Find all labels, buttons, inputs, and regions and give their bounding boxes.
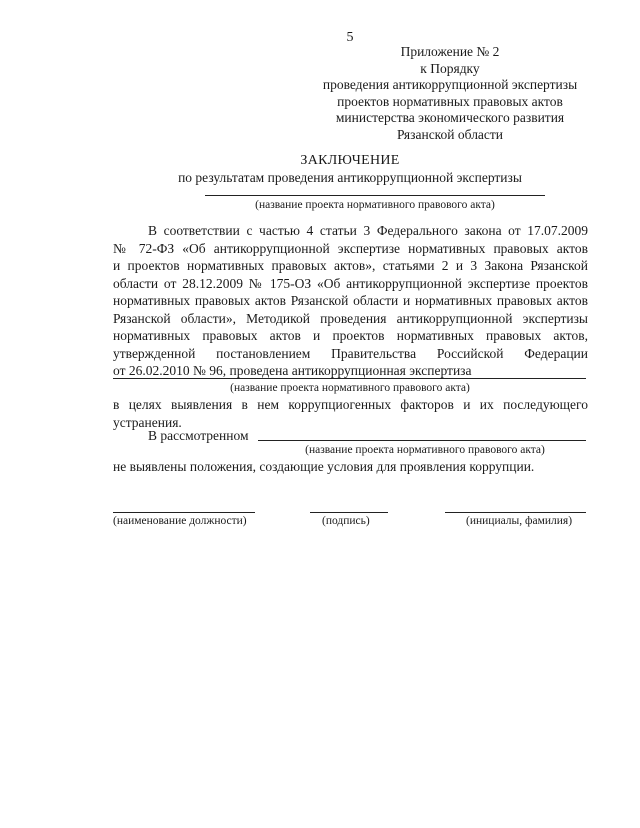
paragraph-line: нормативных правовых актов и проектов нормативных правовых актов, [113, 328, 588, 343]
signature-caption: (подпись) [322, 515, 370, 527]
paragraph-line: № 72-ФЗ «Об антикоррупционной экспертизе нормативных правовых актов [113, 240, 588, 256]
page-number: 5 [346, 30, 354, 45]
purpose-paragraph [113, 396, 588, 431]
paragraph-line: от 26.02.2010 № 96, проведена антикоррупционная экспертиза [113, 363, 472, 378]
appendix-header [300, 44, 600, 143]
signature-line [310, 512, 388, 513]
appendix-line: к Порядку [420, 60, 480, 76]
appendix-line: министерства экономического развития [335, 110, 565, 125]
paragraph-line: области от 28.12.2009 № 175-ОЗ «Об антикоррупционной экспертизе проектов [113, 275, 588, 291]
paragraph-line: нормативных правовых актов Рязанской области и нормативных правовых актов [113, 293, 588, 308]
paragraph-line: В соответствии с частью 4 статьи 3 Федерального закона от 17.07.2009 [148, 223, 588, 238]
paragraph-line: устранения. [113, 414, 182, 430]
appendix-line: проведения антикоррупционной экспертизы [322, 77, 578, 92]
paragraph-line: и проектов нормативных правовых актов», статьями 2 и 3 Закона Рязанской [113, 258, 588, 273]
act-name-line-3 [258, 440, 586, 441]
act-name-line-2 [113, 378, 586, 379]
position-caption: (наименование должности) [113, 515, 247, 527]
name-caption: (инициалы, фамилия) [466, 515, 573, 527]
appendix-line: проектов нормативных правовых актов [337, 93, 563, 109]
conclusion-text: не выявлены положения, создающие условия для проявления коррупции. [113, 459, 535, 474]
act-name-caption-3: (название проекта нормативного правового акта) [305, 444, 545, 456]
act-name-caption-2: (название проекта нормативного правового акта) [230, 382, 470, 394]
document-subtitle: по результатам проведения антикоррупционной экспертизы [178, 170, 522, 185]
main-paragraph [113, 222, 588, 380]
name-signature-line [445, 512, 586, 513]
appendix-line: Рязанской области [396, 126, 504, 142]
paragraph-line: Рязанской области», Методикой проведения антикоррупционной экспертизы [113, 310, 588, 326]
paragraph-line: утвержденной постановлением Правительства Российской Федерации [113, 345, 588, 361]
appendix-line: Приложение № 2 [400, 44, 500, 59]
act-name-caption-1: (название проекта нормативного правового акта) [255, 199, 495, 211]
paragraph-line: в целях выявления в нем коррупциогенных факторов и их последующего [113, 397, 588, 412]
position-signature-line [113, 512, 255, 513]
act-name-line-1 [205, 195, 545, 196]
document-title: ЗАКЛЮЧЕНИЕ [300, 153, 400, 168]
reviewed-label: В рассмотренном [148, 428, 249, 443]
